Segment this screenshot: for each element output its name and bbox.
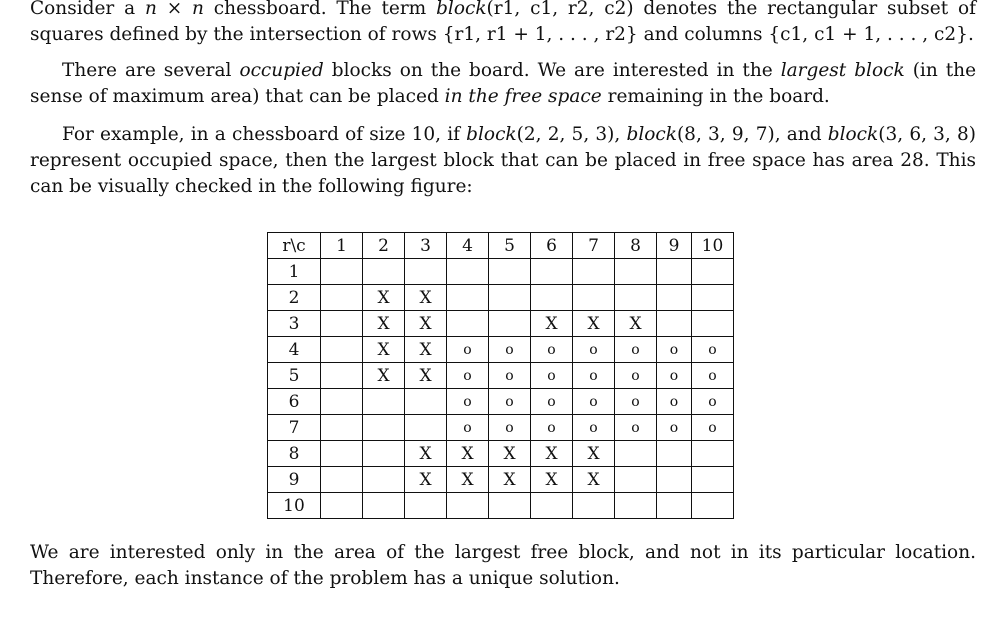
text-run: There are several — [62, 60, 240, 81]
row-header: 7 — [268, 415, 321, 441]
board-cell — [363, 389, 405, 415]
board-cell: o — [489, 389, 531, 415]
board-cell: o — [657, 389, 692, 415]
board-cell: o — [615, 363, 657, 389]
chessboard-figure — [267, 232, 734, 519]
board-row — [268, 311, 734, 337]
paragraph-problem — [30, 58, 976, 110]
board-row — [268, 467, 734, 493]
row-header: 8 — [268, 441, 321, 467]
board-cell — [615, 493, 657, 519]
board-cell: o — [615, 337, 657, 363]
board-cell — [447, 493, 489, 519]
paragraph-definition — [30, 0, 976, 48]
board-cell — [657, 285, 692, 311]
board-cell: X — [363, 363, 405, 389]
board-cell — [321, 493, 363, 519]
board-cell: o — [692, 363, 734, 389]
board-cell — [321, 337, 363, 363]
column-header: 6 — [531, 233, 573, 259]
board-cell — [363, 493, 405, 519]
column-header: 10 — [692, 233, 734, 259]
board-row — [268, 415, 734, 441]
column-header: 5 — [489, 233, 531, 259]
corner-header: r\c — [268, 233, 321, 259]
board-cell — [363, 415, 405, 441]
board-row — [268, 493, 734, 519]
board-cell — [615, 467, 657, 493]
board-cell — [321, 363, 363, 389]
board-cell — [321, 311, 363, 337]
board-cell: X — [489, 467, 531, 493]
board-cell — [405, 389, 447, 415]
board-cell: o — [615, 389, 657, 415]
board-cell: X — [573, 311, 615, 337]
board-row — [268, 285, 734, 311]
board-cell: X — [405, 467, 447, 493]
board-cell — [657, 259, 692, 285]
math-run: block — [827, 124, 879, 145]
paragraph-example — [30, 122, 976, 200]
board-cell — [657, 493, 692, 519]
board-cell — [692, 441, 734, 467]
board-cell: X — [405, 337, 447, 363]
text-run: chessboard. The term — [203, 0, 437, 19]
board-cell: X — [363, 337, 405, 363]
board-cell — [692, 311, 734, 337]
board-row — [268, 259, 734, 285]
board-cell — [531, 259, 573, 285]
text-run: Consider a — [30, 0, 145, 19]
board-cell: X — [531, 311, 573, 337]
row-header: 6 — [268, 389, 321, 415]
board-cell: X — [405, 311, 447, 337]
board-cell: X — [531, 467, 573, 493]
board-cell — [447, 259, 489, 285]
board-cell: X — [363, 285, 405, 311]
board-cell — [321, 285, 363, 311]
board-cell: o — [447, 389, 489, 415]
math-run: block — [466, 124, 517, 145]
board-cell: o — [531, 337, 573, 363]
board-cell — [489, 259, 531, 285]
board-cell: o — [573, 389, 615, 415]
board-cell: o — [447, 337, 489, 363]
board-cell — [321, 389, 363, 415]
math-run: block — [436, 0, 487, 19]
column-header: 2 — [363, 233, 405, 259]
board-cell: X — [615, 311, 657, 337]
board-cell: o — [447, 415, 489, 441]
board-cell: X — [363, 311, 405, 337]
board-cell — [657, 441, 692, 467]
emphasis-run: occupied — [239, 60, 324, 81]
board-cell: o — [489, 337, 531, 363]
board-cell: o — [531, 363, 573, 389]
board-cell: o — [657, 363, 692, 389]
board-cell — [657, 467, 692, 493]
board-cell: X — [573, 441, 615, 467]
board-cell — [447, 311, 489, 337]
row-header: 2 — [268, 285, 321, 311]
board-cell — [489, 493, 531, 519]
board-cell: X — [447, 467, 489, 493]
board-cell — [573, 259, 615, 285]
board-cell — [615, 285, 657, 311]
text-run: blocks on the board. We are interested in the — [323, 60, 781, 81]
board-cell — [692, 493, 734, 519]
board-cell: X — [405, 363, 447, 389]
board-cell — [531, 493, 573, 519]
board-cell — [363, 467, 405, 493]
board-cell — [321, 441, 363, 467]
column-header: 3 — [405, 233, 447, 259]
board-cell: X — [489, 441, 531, 467]
board-cell: X — [405, 441, 447, 467]
column-header: 9 — [657, 233, 692, 259]
board-cell: X — [447, 441, 489, 467]
board-cell: o — [531, 389, 573, 415]
column-header: 4 — [447, 233, 489, 259]
board-cell — [692, 285, 734, 311]
paragraph-conclusion — [30, 540, 976, 592]
text-run: (2, 2, 5, 3), — [516, 124, 627, 145]
board-row — [268, 441, 734, 467]
board-cell: o — [692, 337, 734, 363]
board-cell: o — [573, 337, 615, 363]
text-run: remaining in the board. — [601, 86, 830, 107]
board-cell — [692, 259, 734, 285]
board-cell: o — [573, 415, 615, 441]
board-cell — [405, 493, 447, 519]
math-run: block — [626, 124, 677, 145]
board-cell: X — [531, 441, 573, 467]
board-cell — [321, 259, 363, 285]
text-run: (3, 6, 3, 8) represent occupied space, then the largest block that can be placed in free space has area 28. This can be visually checked in the following figure: — [30, 124, 977, 197]
board-cell: o — [489, 363, 531, 389]
board-cell — [657, 311, 692, 337]
text-run: We are interested only in the area of the largest free block, and not in its particular location. Therefore, each instance of the problem has a unique solution. — [30, 542, 976, 589]
text-run: (8, 3, 9, 7), and — [676, 124, 828, 145]
board-cell: o — [692, 389, 734, 415]
board-cell: o — [615, 415, 657, 441]
text-run: (r1, c1, r2, c2) denotes the rectangular subset of squares defined by the intersection of rows {r1, r1 + 1, . . . , r2} and columns {c1, c1 + 1, . . . , c2}. — [30, 0, 976, 45]
text-run: For example, in a chessboard of size 10, if — [62, 124, 467, 145]
chessboard-table — [267, 232, 734, 519]
board-cell: X — [573, 467, 615, 493]
board-cell — [405, 259, 447, 285]
board-cell: o — [692, 415, 734, 441]
board-cell — [489, 285, 531, 311]
board-cell: o — [447, 363, 489, 389]
board-cell — [573, 493, 615, 519]
row-header: 3 — [268, 311, 321, 337]
board-cell — [363, 441, 405, 467]
emphasis-run: in the free space — [444, 86, 602, 107]
board-cell — [489, 311, 531, 337]
board-cell — [321, 415, 363, 441]
board-cell — [447, 285, 489, 311]
board-cell: o — [489, 415, 531, 441]
board-cell: o — [573, 363, 615, 389]
board-row — [268, 389, 734, 415]
row-header: 5 — [268, 363, 321, 389]
board-cell — [615, 441, 657, 467]
board-cell: o — [657, 337, 692, 363]
board-cell — [405, 415, 447, 441]
board-row — [268, 363, 734, 389]
column-header: 1 — [321, 233, 363, 259]
row-header: 9 — [268, 467, 321, 493]
column-header: 7 — [573, 233, 615, 259]
board-cell — [363, 259, 405, 285]
board-cell — [692, 467, 734, 493]
board-cell — [321, 467, 363, 493]
column-header-row — [268, 233, 734, 259]
math-run: n × n — [144, 0, 204, 19]
board-cell: o — [657, 415, 692, 441]
column-header: 8 — [615, 233, 657, 259]
board-cell — [615, 259, 657, 285]
row-header: 1 — [268, 259, 321, 285]
row-header: 4 — [268, 337, 321, 363]
board-row — [268, 337, 734, 363]
board-cell: X — [405, 285, 447, 311]
text-run: (in the sense of maximum area) that can be placed — [30, 60, 977, 107]
board-cell — [573, 285, 615, 311]
emphasis-run: largest block — [780, 60, 905, 81]
board-cell — [531, 285, 573, 311]
board-cell: o — [531, 415, 573, 441]
board-body — [268, 259, 734, 519]
row-header: 10 — [268, 493, 321, 519]
